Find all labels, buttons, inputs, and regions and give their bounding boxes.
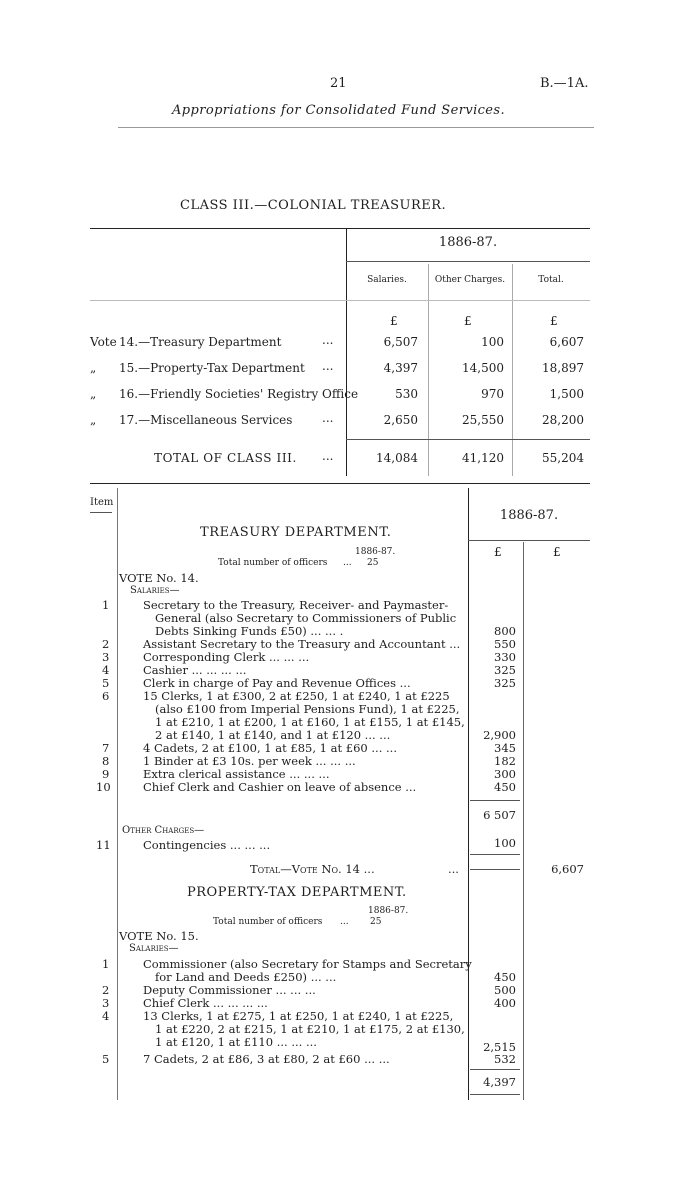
pound-sign: £: [390, 314, 398, 328]
detail-top-rule: [90, 483, 590, 484]
item-number: 10: [96, 780, 111, 794]
item-number: 2: [102, 983, 110, 997]
item-number: 8: [102, 754, 110, 768]
summary-total-total: 55,204: [542, 451, 584, 465]
line-amount: 2,900: [483, 728, 516, 742]
line-text: Debts Sinking Funds £50) ... ... .: [155, 624, 344, 638]
detail-year-rule: [468, 540, 590, 541]
line-text: Deputy Commissioner ... ... ...: [143, 983, 316, 997]
summary-head-rule: [90, 300, 590, 301]
line-text: 13 Clerks, 1 at £275, 1 at £250, 1 at £240, 1 at £225,: [143, 1009, 454, 1023]
summary-salaries: 2,650: [383, 413, 418, 427]
summary-year-rule: [346, 261, 590, 262]
line-amount: 325: [494, 663, 516, 677]
summary-total: 28,200: [542, 413, 584, 427]
col-other-charges: Other Charges.: [434, 275, 506, 285]
line-text: Commissioner (also Secretary for Stamps and Secretary: [143, 957, 472, 971]
item-number: 1: [102, 598, 110, 612]
officers-year: 1886-87.: [355, 547, 396, 557]
summary-salaries: 4,397: [383, 361, 418, 375]
summary-total-other: 41,120: [462, 451, 504, 465]
summary-total-label: TOTAL OF CLASS III.: [154, 451, 297, 465]
salaries-subtotal: 4,397: [483, 1075, 516, 1089]
item-number: 1: [102, 957, 110, 971]
line-text: 7 Cadets, 2 at £86, 3 at £80, 2 at £60 ... ...: [143, 1052, 390, 1066]
leader-dots: ...: [322, 333, 334, 347]
leader-dots: ...: [448, 862, 459, 876]
line-text: (also £100 from Imperial Pensions Fund), 1 at £225,: [155, 702, 460, 716]
line-amount: 400: [494, 996, 516, 1010]
summary-other: 100: [481, 335, 504, 349]
line-text: Cashier ... ... ... ...: [143, 663, 247, 677]
col-total: Total.: [538, 275, 564, 285]
line-text: 1 at £210, 1 at £200, 1 at £160, 1 at £155, 1 at £145,: [155, 715, 465, 729]
line-text: 1 at £120, 1 at £110 ... ... ...: [155, 1035, 317, 1049]
item-number: 3: [102, 996, 110, 1010]
vote-total-label: Total—Vote No. 14 ...: [250, 862, 375, 876]
section-title: PROPERTY-TAX DEPARTMENT.: [187, 885, 407, 900]
line-amount: 300: [494, 767, 516, 781]
line-text: Assistant Secretary to the Treasury and Accountant ...: [143, 637, 461, 651]
line-text: 15 Clerks, 1 at £300, 2 at £250, 1 at £240, 1 at £225: [143, 689, 450, 703]
line-text: Contingencies ... ... ...: [143, 838, 271, 852]
line-text: Corresponding Clerk ... ... ...: [143, 650, 310, 664]
leader-dots: ...: [322, 359, 334, 373]
line-amount: 325: [494, 676, 516, 690]
line-amount: 450: [494, 780, 516, 794]
salaries-subtotal: 6 507: [483, 808, 516, 822]
amount-divider-mid: [523, 542, 524, 1100]
summary-salaries: 530: [395, 387, 418, 401]
line-amount: 2,515: [483, 1040, 516, 1054]
col-salaries: Salaries.: [367, 275, 407, 285]
summary-year: 1886-87.: [438, 235, 498, 250]
line-text: Extra clerical assistance ... ... ...: [143, 767, 330, 781]
pound-sign: £: [494, 545, 502, 559]
summary-row-label: 17.—Miscellaneous Services: [119, 413, 293, 427]
item-number: 5: [102, 676, 110, 690]
summary-total: 18,897: [542, 361, 584, 375]
line-amount: 532: [494, 1052, 516, 1066]
line-amount: 100: [494, 836, 516, 850]
officers-label: Total number of officers: [213, 917, 323, 927]
other-charges-heading: Other Charges—: [122, 825, 205, 836]
summary-row-label: 16.—Friendly Societies' Registry Office: [119, 387, 359, 401]
line-text: Chief Clerk and Cashier on leave of absence ...: [143, 780, 417, 794]
line-text: Secretary to the Treasury, Receiver- and Paymaster-: [143, 598, 449, 612]
summary-row-prefix: „: [90, 413, 97, 427]
line-text: for Land and Deeds £250) ... ...: [155, 970, 337, 984]
line-amount: 550: [494, 637, 516, 651]
line-amount: 330: [494, 650, 516, 664]
document-code: B.—1A.: [540, 76, 589, 91]
line-text: 1 Binder at £3 10s. per week ... ... ...: [143, 754, 356, 768]
vote-heading: VOTE No. 14.: [119, 571, 199, 585]
line-amount: 800: [494, 624, 516, 638]
salaries-heading: Salaries—: [129, 943, 179, 954]
leader-dots: ...: [322, 411, 334, 425]
summary-other: 970: [481, 387, 504, 401]
leader-dots: ...: [340, 917, 349, 927]
pound-sign: £: [553, 545, 561, 559]
pound-sign: £: [550, 314, 558, 328]
summary-row-label: 14.—Treasury Department: [119, 335, 282, 349]
salaries-heading: Salaries—: [130, 585, 180, 596]
summary-total: 6,607: [549, 335, 584, 349]
amount-divider-left: [468, 488, 469, 1100]
line-amount: 450: [494, 970, 516, 984]
summary-row-prefix: Vote: [90, 335, 117, 349]
summary-salaries: 6,507: [383, 335, 418, 349]
pound-sign: £: [464, 314, 472, 328]
subtotal-rule: [470, 1069, 520, 1070]
item-column-header: Item: [90, 497, 114, 508]
leader-dots: ...: [322, 449, 334, 463]
officers-count: 25: [370, 917, 382, 927]
summary-total-rule: [346, 439, 590, 440]
officers-label: Total number of officers: [218, 558, 328, 568]
summary-other: 25,550: [462, 413, 504, 427]
summary-total-salaries: 14,084: [376, 451, 418, 465]
leader-dots: ...: [343, 558, 352, 568]
total-rule: [470, 869, 520, 870]
officers-count: 25: [367, 558, 379, 568]
subtotal-rule: [470, 800, 520, 801]
item-number: 5: [102, 1052, 110, 1066]
total-rule: [470, 854, 520, 855]
vote-heading: VOTE No. 15.: [119, 929, 199, 943]
line-amount: 345: [494, 741, 516, 755]
summary-row-prefix: „: [90, 387, 97, 401]
running-title: Appropriations for Consolidated Fund Services.: [172, 103, 506, 118]
item-number: 4: [102, 1009, 110, 1023]
summary-other: 14,500: [462, 361, 504, 375]
item-header-rule: [90, 512, 112, 513]
page-number: 21: [330, 76, 347, 91]
item-number: 6: [102, 689, 110, 703]
subtotal-rule: [470, 1094, 520, 1095]
item-column-divider: [117, 488, 118, 1100]
section-title: TREASURY DEPARTMENT.: [200, 525, 392, 540]
summary-total: 1,500: [549, 387, 584, 401]
item-number: 2: [102, 637, 110, 651]
detail-year: 1886-87.: [499, 508, 559, 523]
line-amount: 182: [494, 754, 516, 768]
line-text: 2 at £140, 1 at £140, and 1 at £120 ... ...: [155, 728, 391, 742]
summary-top-rule: [90, 228, 590, 229]
header-rule: [118, 127, 594, 128]
line-text: 1 at £220, 2 at £215, 1 at £210, 1 at £175, 2 at £130,: [155, 1022, 465, 1036]
summary-row-label: 15.—Property-Tax Department: [119, 361, 305, 375]
line-text: Chief Clerk ... ... ... ...: [143, 996, 268, 1010]
line-text: Clerk in charge of Pay and Revenue Offices ...: [143, 676, 411, 690]
vote-total-amount: 6,607: [551, 862, 584, 876]
officers-year: 1886-87.: [368, 906, 409, 916]
class-title: CLASS III.—COLONIAL TREASURER.: [180, 198, 447, 213]
line-text: 4 Cadets, 2 at £100, 1 at £85, 1 at £60 ... ...: [143, 741, 397, 755]
item-number: 7: [102, 741, 110, 755]
line-text: General (also Secretary to Commissioners of Public: [155, 611, 457, 625]
line-amount: 500: [494, 983, 516, 997]
item-number: 9: [102, 767, 110, 781]
item-number: 11: [96, 838, 111, 852]
summary-row-prefix: „: [90, 361, 97, 375]
item-number: 3: [102, 650, 110, 664]
item-number: 4: [102, 663, 110, 677]
